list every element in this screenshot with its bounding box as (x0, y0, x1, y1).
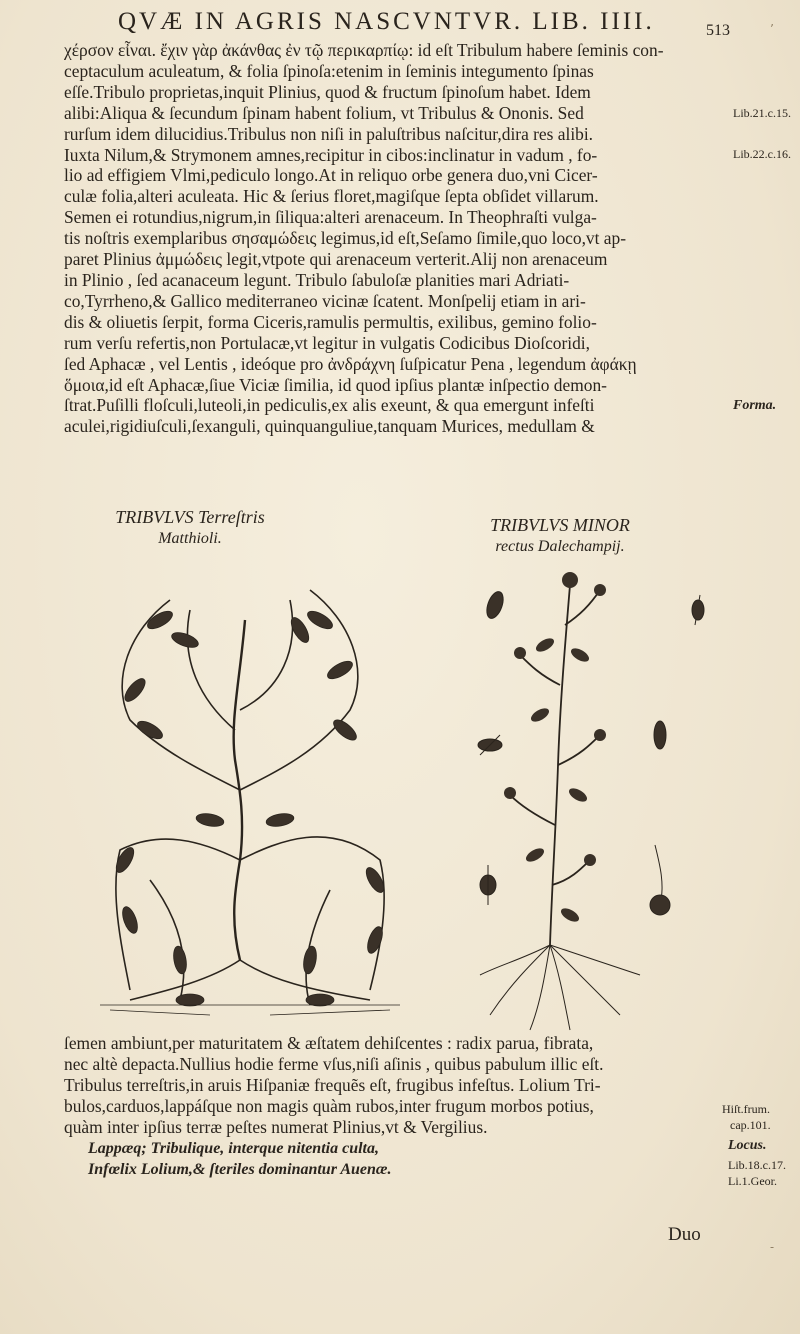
text-line: in Plinio , ſed acanaceum legunt. Tribulo ſabuloſæ planities mari Adriati- (64, 269, 570, 290)
verse-line: Infœlix Lolium,& ſteriles dominantur Auenæ. (88, 1161, 392, 1178)
text-line: bulos,carduos,lappáſque non magis quàm rubos,inter frugum morbos potius, (64, 1096, 594, 1116)
text-line: tis noſtris exemplaribus σησαμώδεις legimus,id eſt,Seſamo ſimile,quo loco,vt ap- (64, 228, 626, 249)
page-header (70, 8, 780, 38)
text-line: alibi:Aliqua & ſecundum ſpinam habent folium, vt Tribulus & Ononis. Sed (64, 102, 584, 123)
corner-mark: ’ (770, 22, 774, 36)
text-line: Semen ei rotundius,nigrum,in ſiliqua:alteri arenaceum. In Theophraſti vulga- (64, 207, 597, 228)
margin-note-topic: Forma. (733, 398, 777, 413)
text-line: Tribulus terreſtris,in aruis Hiſpaniæ frequẽs eſt, frugibus infeſtus. Lolium Tri- (64, 1075, 601, 1095)
figure-left-caption (80, 506, 300, 550)
figure-right-caption (440, 514, 680, 558)
text-line: dis & oliuetis ſerpit, forma Ciceris,ramulis permultis, exilibus, gemino folio- (64, 311, 597, 332)
text-line: ſemen ambiunt,per maturitatem & æſtatem dehiſcentes : radix parua, fibrata, (64, 1033, 594, 1053)
text-line: ſed Aphacæ , vel Lentis , ideóque pro ἀνδράχνη ſuſpicatur Pena , legendum ἀφάκῃ (64, 353, 637, 374)
text-line: χέρσον εἶναι. ἔχιν γὰρ ἀκάνθας ἐν τῷ περικαρπίῳ: id eſt Tribulum habere ſeminis con- (64, 40, 664, 60)
figure-right-subtitle: rectus Dalechampij. (495, 538, 625, 555)
main-text-block (64, 40, 714, 437)
text-line: ſtrat.Puſilli floſculi,luteoli,in pediculis,ex alis exeunt, & qua emergunt infeſti (64, 395, 595, 416)
text-line: ceptaculum aculeatum, & folia ſpinoſa:etenim in ſeminis integumento ſpinas (64, 60, 594, 81)
catchword: Duo (668, 1224, 701, 1245)
text-line: lio ad effigiem Vlmi,pediculo longo.At in reliquo orbe genera duo,vni Cicer- (64, 165, 598, 186)
margin-note-citation: cap.101. (730, 1118, 771, 1132)
margin-note-citation: Hiſt.frum. (722, 1102, 770, 1116)
margin-note-citation: Lib.22.c.16. (733, 147, 791, 161)
text-line: paret Plinius ἀμμώδεις legit,vtpote qui arenaceum verterit.Alij non arenaceum (64, 249, 608, 270)
figure-left-subtitle: Matthioli. (158, 530, 222, 547)
margin-note-citation: Lib.18.c.17. (728, 1158, 786, 1172)
text-line: quàm inter ipſius terræ peſtes numerat Plinius,vt & Vergilius. (64, 1117, 488, 1137)
text-line: co,Tyrrheno,& Gallico mediterraneo vicinæ ſcatent. Monſpelij etiam in ari- (64, 290, 586, 311)
text-line: nec altè depacta.Nullius hodie ferme vſus,niſi aſinis , quibus pabulum illic eſt. (64, 1054, 604, 1074)
text-line: eſſe.Tribulo proprietas,inquit Plinius, quod & fructum ſpinoſum habet. Idem (64, 81, 591, 102)
tribulus-minor-woodcut (460, 565, 720, 1035)
figure-right-title: TRIBVLVS MINOR (490, 515, 630, 535)
text-line: rum verſu refertis,non Portulacæ,vt legitur in vulgatis Codicibus Dioſcoridi, (64, 332, 590, 353)
tribulus-terrestris-woodcut (90, 560, 410, 1020)
running-title: QVÆ IN AGRIS NASCVNTVR. LIB. IIII. (118, 8, 655, 35)
text-line: rurſum idem dilucidius.Tribulus non niſi in paluſtribus naſcitur,dira res alibi. (64, 123, 594, 144)
text-line: aculei,rigidiuſculi,ſexanguli, quinquanguliue,tanquam Murices, medullam & (64, 416, 595, 437)
verse-line: Lappæq; Tribulique, interque nitentia culta, (88, 1140, 379, 1157)
text-line: ὅμοια,id eſt Aphacæ,ſiue Viciæ ſimilia, id quod ipſius plantæ inſpectio demon- (64, 374, 607, 395)
text-line: Iuxta Nilum,& Strymonem amnes,recipitur in cibos:inclinatur in vadum , fo- (64, 144, 598, 165)
margin-note-citation: Li.1.Geor. (728, 1174, 777, 1188)
figure-left-title: TRIBVLVS Terreſtris (115, 507, 265, 527)
text-line: culæ folia,alteri aculeata. Hic & ſerius floret,magiſque ſepta obſidet villarum. (64, 186, 599, 207)
lower-text-block (64, 1033, 714, 1180)
corner-mark: - (770, 1240, 775, 1254)
margin-note-citation: Lib.21.c.15. (733, 106, 791, 120)
margin-note-topic: Locus. (728, 1138, 767, 1153)
page-number: 513 (706, 22, 730, 39)
